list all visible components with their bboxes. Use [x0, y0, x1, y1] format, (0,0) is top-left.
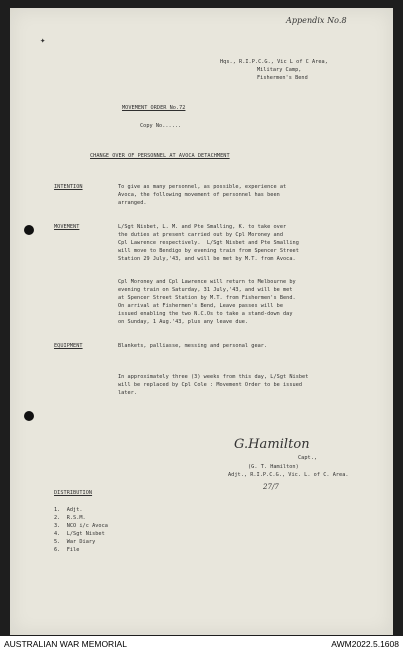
final-para-line-2: will be replaced by Cpl Cole : Movement Order to be issued [118, 382, 303, 388]
intention-line-1: To give as many personnel, as possible, experience at [118, 184, 287, 190]
movement-p1-line-2: the duties at present carried out by Cpl Moroney and [118, 232, 284, 238]
punch-hole [24, 411, 34, 421]
movement-p2-line-6: on Sunday, 1 Aug.'43, plus any leave due. [118, 319, 249, 325]
punch-hole [24, 225, 34, 235]
signature-rank: Capt., [298, 455, 318, 461]
movement-p1-line-3: Cpl Lawrence respectively. L/Sgt Nisbet and Pte Smalling [118, 240, 299, 246]
handwritten-date: 27/7 [263, 483, 279, 491]
intention-line-3: arranged. [118, 200, 147, 206]
distribution-item: 4. L/Sgt Nisbet [54, 531, 105, 537]
movement-p1-line-5: Station 29 July,'43, and will be met by M.T. from Avoca. [118, 256, 296, 262]
distribution-item: 5. War Diary [54, 539, 96, 545]
movement-p2-line-4: On arrival at Fishermen's Bend, Leave passes will be [118, 303, 284, 309]
movement-label: MOVEMENT [54, 224, 80, 230]
movement-p2-line-3: at Spencer Street Station by M.T. from Fishermen's Bend. [118, 295, 296, 301]
distribution-item: 1. Adjt. [54, 507, 83, 513]
distribution-label: DISTRIBUTION [54, 490, 93, 496]
copy-number: Copy No...... [140, 123, 182, 129]
intention-label: INTENTION [54, 184, 83, 190]
footer-accession-number: AWM2022.5.1608 [331, 639, 399, 649]
order-title: MOVEMENT ORDER No.72 [122, 105, 186, 111]
distribution-item: 6. File [54, 547, 80, 553]
document-page [10, 8, 393, 635]
header-line-3: Fishermen's Bend [257, 75, 308, 81]
final-para-line-3: later. [118, 390, 138, 396]
equipment-text: Blankets, palliasse, messing and personal gear. [118, 343, 268, 349]
header-line-1: Hqs., R.I.P.C.G., Vic L of C Area, [220, 59, 328, 65]
tick-mark: ✦ [40, 36, 46, 46]
signature-appointment: Adjt., R.I.P.C.G., Vic. L. of C. Area. [228, 472, 349, 478]
final-para-line-1: In approximately three (3) weeks from this day, L/Sgt Nisbet [118, 374, 309, 380]
handwritten-signature: G.Hamilton [234, 437, 310, 452]
subject-line: CHANGE OVER OF PERSONNEL AT AVOCA DETACHMENT [90, 153, 230, 159]
footer-bar [0, 636, 403, 653]
appendix-note: Appendix No.8 [286, 16, 347, 25]
equipment-label: EQUIPMENT [54, 343, 83, 349]
distribution-item: 3. NCO i/c Avoca [54, 523, 108, 529]
movement-p1-line-1: L/Sgt Nisbet, L. M. and Pte Smalling, K. to take over [118, 224, 287, 230]
header-line-2: Military Camp, [257, 67, 302, 73]
movement-p2-line-5: issued enabling the two N.C.Os to take a stand-down day [118, 311, 293, 317]
signature-name: (G. T. Hamilton) [248, 464, 299, 470]
movement-p2-line-1: Cpl Moroney and Cpl Lawrence will return to Melbourne by [118, 279, 296, 285]
movement-p2-line-2: evening train on Saturday, 31 July,'43, and will be met [118, 287, 293, 293]
intention-line-2: Avoca, the following movement of personnel has been [118, 192, 280, 198]
movement-p1-line-4: will move to Bendigo by evening train from Spencer Street [118, 248, 299, 254]
distribution-item: 2. R.S.M. [54, 515, 86, 521]
footer-source: AUSTRALIAN WAR MEMORIAL [4, 639, 127, 649]
